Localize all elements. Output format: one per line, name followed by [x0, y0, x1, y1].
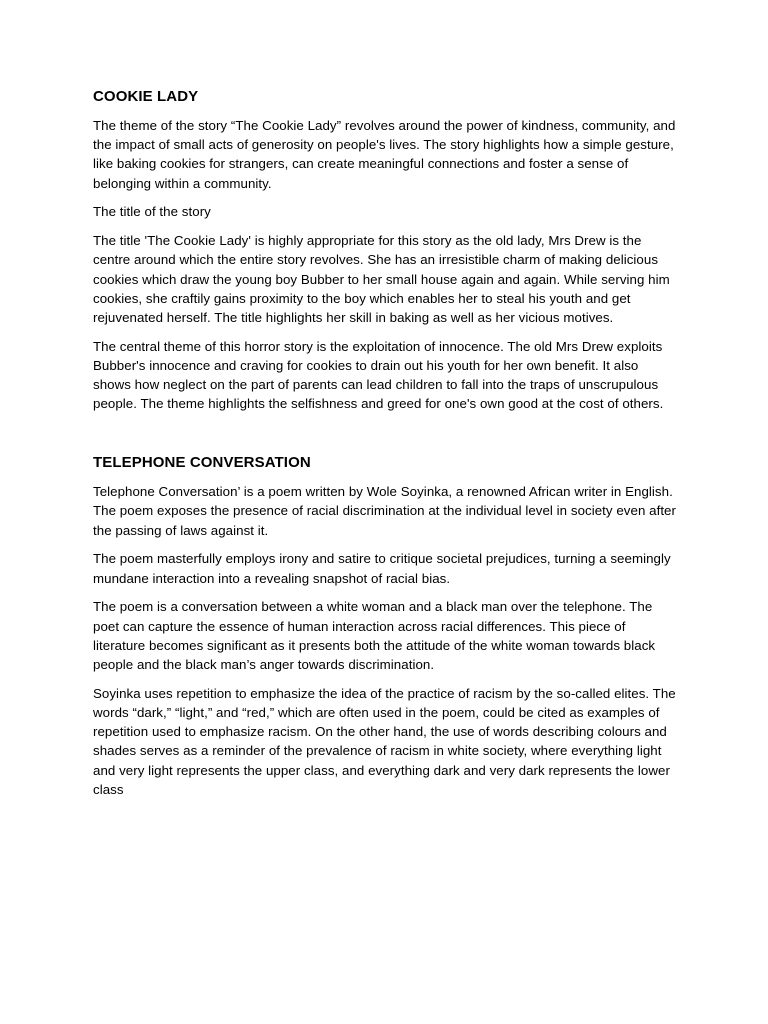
section-telephone-conversation [93, 452, 678, 799]
section-spacer [93, 423, 678, 452]
document-body [93, 86, 678, 809]
paragraph: The title 'The Cookie Lady' is highly appropriate for this story as the old lady, Mrs Drew is the centre around which the entire story revolves. She has an irresistible charm of making delicious cookies which draw the young boy Bubber to her small house again and again. While serving him cookies, she craftily gains proximity to the boy which enables her to steal his youth and get rejuvenated herself. The title highlights her skill in baking as well as her vicious motives. [93, 233, 670, 326]
paragraph: Telephone Conversation’ is a poem written by Wole Soyinka, a renowned African writer in English. The poem exposes the presence of racial discrimination at the individual level in society even after the passing of laws against it. [93, 484, 676, 538]
paragraph: The central theme of this horror story is the exploitation of innocence. The old Mrs Drew exploits Bubber's innocence and craving for cookies to drain out his youth for her own benefit. It also shows how neglect on the part of parents can lead children to fall into the traps of unscrupulous people. The theme highlights the selfishness and greed for one's own good at the cost of others. [93, 338, 664, 412]
paragraph: Soyinka uses repetition to emphasize the idea of the practice of racism by the so-called elites. The words “dark,” “light,” and “red,” which are often used in the poem, could be cited as examples of repetition used to emphasize racism. On the other hand, the use of words describing colours and shades serves as a reminder of the prevalence of racism in white society, where everything light and very light represents the upper class, and everything dark and very dark represents the lower class [93, 685, 676, 797]
section-heading: TELEPHONE CONVERSATION [93, 454, 311, 472]
section-cookie-lady [93, 86, 678, 414]
paragraph: The poem is a conversation between a white woman and a black man over the telephone. The poet can capture the essence of human interaction across racial differences. This piece of literature becomes significant as it presents both the attitude of the white woman towards black people and the black man’s anger towards discrimination. [93, 599, 656, 673]
paragraph: The title of the story [93, 204, 211, 220]
paragraph: The theme of the story “The Cookie Lady” revolves around the power of kindness, community, and the impact of small acts of generosity on people's lives. The story highlights how a simple gesture, like baking cookies for strangers, can create meaningful connections and foster a sense of belonging within a community. [93, 118, 676, 191]
paragraph: The poem masterfully employs irony and satire to critique societal prejudices, turning a seemingly mundane interaction into a revealing snapshot of racial bias. [93, 551, 671, 586]
section-heading: COOKIE LADY [93, 88, 199, 105]
